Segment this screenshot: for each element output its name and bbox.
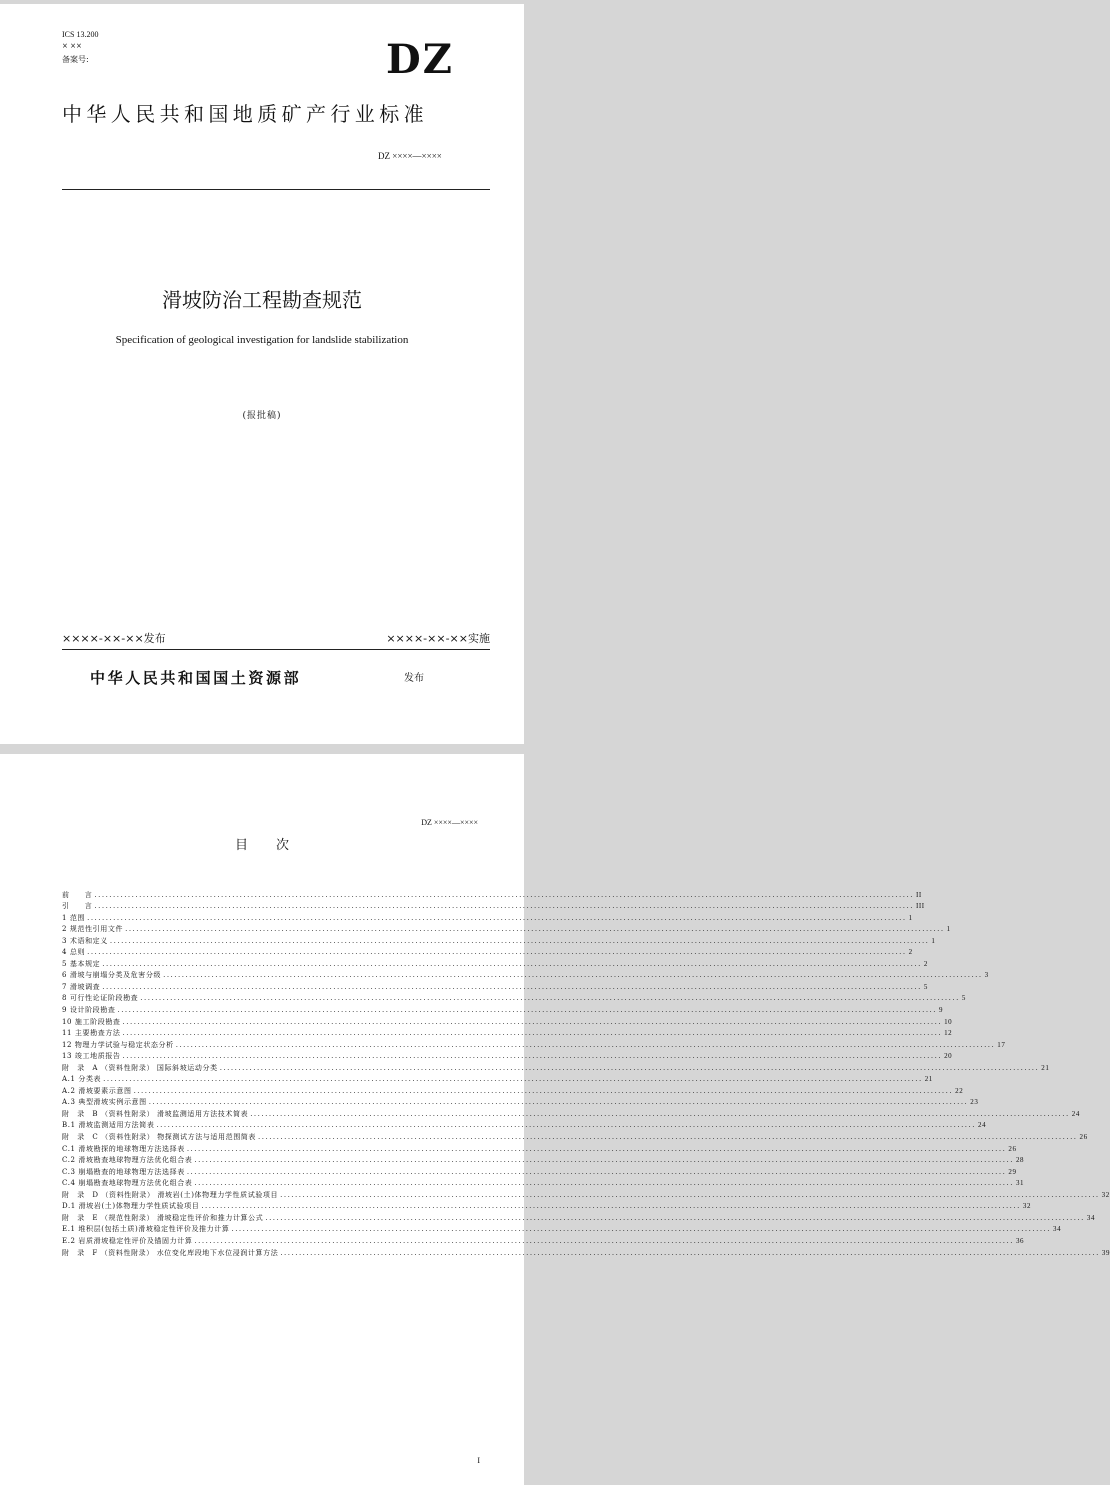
toc-leader-dots: ............................................................................................................................................................................................................................	[102, 982, 922, 991]
record-number-label: 备案号:	[62, 55, 89, 64]
page-number: I	[477, 1456, 480, 1465]
publish-label: 发布	[404, 673, 424, 684]
toc-entry-page: 3	[984, 971, 989, 980]
toc-entry-label: B.1 滑坡监测适用方法简表	[62, 1121, 155, 1130]
toc-entry[interactable]	[62, 1154, 1025, 1166]
toc-entry-label: 附 录 C （资料性附录） 物探测试方法与适用范围简表	[62, 1133, 257, 1142]
toc-entry[interactable]	[62, 1246, 1110, 1258]
toc-leader-dots: ............................................................................................................................................................................................................................	[103, 1075, 923, 1084]
toc-entry-page: 2	[923, 959, 928, 968]
toc-entry-page: 34	[1086, 1213, 1096, 1222]
toc-entry-page: 28	[1015, 1156, 1025, 1165]
toc-entry-page: 26	[1008, 1144, 1017, 1153]
toc-entry-page: II	[915, 890, 922, 899]
toc-entry-label: 附 录 F （资料性附录） 水位变化库段地下水位浸润计算方法	[62, 1248, 279, 1257]
toc-leader-dots: ............................................................................................................................................................................................................................	[148, 1098, 969, 1107]
toc-entry[interactable]	[62, 1073, 933, 1085]
toc-entry-page: 36	[1015, 1236, 1025, 1245]
toc-entry-label: C.2 滑坡勘查地球物理方法优化组合表	[62, 1156, 193, 1165]
toc-leader-dots: ............................................................................................................................................................................................................................	[94, 890, 914, 899]
toc-entry[interactable]	[62, 1165, 1017, 1177]
toc-entry[interactable]	[62, 1050, 953, 1062]
toc-entry-label: E.2 岩质滑坡稳定性评价及锚固力计算	[62, 1236, 193, 1245]
toc-entry-page: 12	[944, 1029, 953, 1038]
toc-entry-label: 附 录 E （规范性附录） 滑坡稳定性评价和推力计算公式	[62, 1213, 264, 1222]
toc-entry-label: 前 言	[62, 890, 93, 899]
toc-leader-dots: ............................................................................................................................................................................................................................	[280, 1190, 1100, 1199]
toc-entry-page: 1	[931, 936, 936, 945]
toc-entry-label: 7 滑坡调查	[62, 982, 101, 991]
toc-entry-label: 3 术语和定义	[62, 936, 108, 945]
toc-entry-label: A.2 滑坡要素示意图	[62, 1086, 132, 1095]
standard-title: 中华人民共和国地质矿产行业标准	[62, 102, 428, 126]
toc-entry-label: 引 言	[62, 902, 93, 911]
toc-entry-page: 2	[908, 948, 913, 957]
toc-entry[interactable]	[62, 934, 936, 946]
toc-entry[interactable]	[62, 1223, 1062, 1235]
toc-entry-label: 5 基本规定	[62, 959, 101, 968]
toc-entry[interactable]	[62, 969, 989, 981]
category-code: × ××	[62, 42, 82, 50]
footer-divider	[62, 649, 490, 650]
toc-leader-dots: ............................................................................................................................................................................................................................	[265, 1213, 1085, 1222]
toc-entry-label: A.1 分类表	[62, 1075, 102, 1084]
toc-leader-dots: ............................................................................................................................................................................................................................	[122, 1052, 943, 1061]
toc-entry-page: 1	[946, 925, 951, 934]
toc-entry-page: 20	[944, 1052, 953, 1061]
toc-entry[interactable]	[62, 1061, 1050, 1073]
toc-entry[interactable]	[62, 1096, 979, 1108]
toc-leader-dots: ............................................................................................................................................................................................................................	[156, 1121, 976, 1130]
implement-date: ××××-××-××实施	[386, 632, 490, 645]
toc-entry-label: C.3 崩塌勘查的地球物理方法选择表	[62, 1167, 185, 1176]
toc-entry-page: 29	[1008, 1167, 1017, 1176]
toc-leader-dots: ............................................................................................................................................................................................................................	[175, 1040, 996, 1049]
toc-entry-page: III	[915, 902, 925, 911]
toc-leader-dots: ............................................................................................................................................................................................................................	[87, 948, 907, 957]
toc-entry[interactable]	[62, 957, 928, 969]
toc-leader-dots: ............................................................................................................................................................................................................................	[186, 1167, 1007, 1176]
toc-entry-page: 1	[908, 913, 913, 922]
toc-leader-dots: ............................................................................................................................................................................................................................	[94, 902, 914, 911]
toc-list	[62, 888, 1110, 1258]
toc-entry[interactable]	[62, 980, 928, 992]
toc-entry-page: 26	[1079, 1133, 1088, 1142]
standard-code: DZ ××××—××××	[378, 151, 442, 161]
toc-entry-page: 17	[997, 1040, 1006, 1049]
toc-entry[interactable]	[62, 911, 913, 923]
toc-entry-label: D.1 滑坡岩(土)体物理力学性质试验项目	[62, 1202, 200, 1211]
toc-entry[interactable]	[62, 1027, 953, 1039]
toc-entry-page: 21	[924, 1075, 933, 1084]
toc-entry-label: 2 规范性引用文件	[62, 925, 124, 934]
toc-leader-dots: ............................................................................................................................................................................................................................	[258, 1133, 1078, 1142]
toc-entry[interactable]	[62, 1015, 953, 1027]
toc-title: 目次	[234, 838, 317, 853]
toc-entry-page: 32	[1022, 1202, 1032, 1211]
toc-leader-dots: ............................................................................................................................................................................................................................	[122, 1017, 943, 1026]
toc-entry-label: 11 主要勘查方法	[62, 1029, 121, 1038]
toc-entry-label: 10 施工阶段勘查	[62, 1017, 121, 1026]
header-standard-code: DZ ××××—××××	[421, 818, 478, 827]
toc-entry-page: 31	[1015, 1179, 1025, 1188]
toc-entry-page: 21	[1041, 1063, 1050, 1072]
toc-leader-dots: ............................................................................................................................................................................................................................	[140, 994, 960, 1003]
toc-entry[interactable]	[62, 1234, 1025, 1246]
toc-entry[interactable]	[62, 1211, 1096, 1223]
toc-entry-page: 23	[970, 1098, 979, 1107]
toc-leader-dots: ............................................................................................................................................................................................................................	[219, 1063, 1040, 1072]
header-divider	[62, 189, 490, 190]
toc-leader-dots: ............................................................................................................................................................................................................................	[231, 1225, 1052, 1234]
toc-leader-dots: ............................................................................................................................................................................................................................	[163, 971, 983, 980]
toc-page	[0, 754, 1110, 1485]
toc-entry-page: 32	[1101, 1190, 1110, 1199]
toc-entry-page: 39	[1101, 1248, 1110, 1257]
publisher: 中华人民共和国国土资源部	[90, 669, 302, 687]
issue-date: ××××-××-××发布	[62, 632, 166, 645]
toc-entry-page: 10	[944, 1017, 953, 1026]
toc-leader-dots: ............................................................................................................................................................................................................................	[87, 913, 907, 922]
toc-entry[interactable]	[62, 992, 966, 1004]
main-title: 滑坡防治工程勘查规范	[162, 288, 362, 312]
dz-logo: DZ	[386, 36, 454, 83]
toc-entry-label: 9 设计阶段勘查	[62, 1006, 116, 1015]
toc-entry[interactable]	[62, 1130, 1088, 1142]
toc-entry[interactable]	[62, 1003, 944, 1015]
toc-entry-label: 附 录 A （资料性附录） 国际斜坡运动分类	[62, 1063, 218, 1072]
toc-leader-dots: ............................................................................................................................................................................................................................	[133, 1086, 954, 1095]
toc-entry[interactable]	[62, 1084, 964, 1096]
toc-entry[interactable]	[62, 946, 913, 958]
toc-entry-label: 4 总则	[62, 948, 86, 957]
toc-entry-page: 24	[977, 1121, 987, 1130]
toc-leader-dots: ............................................................................................................................................................................................................................	[117, 1006, 938, 1015]
toc-entry[interactable]	[62, 1177, 1025, 1189]
toc-entry-label: 附 录 D （资料性附录） 滑坡岩(土)体物理力学性质试验项目	[62, 1190, 279, 1199]
toc-leader-dots: ............................................................................................................................................................................................................................	[194, 1236, 1014, 1245]
toc-entry-label: 附 录 B （资料性附录） 滑坡监测适用方法技术简表	[62, 1109, 249, 1118]
toc-leader-dots: ............................................................................................................................................................................................................................	[250, 1109, 1070, 1118]
toc-entry-label: 12 物理力学试验与稳定状态分析	[62, 1040, 174, 1049]
draft-status: (报批稿)	[242, 411, 282, 421]
toc-leader-dots: ............................................................................................................................................................................................................................	[109, 936, 930, 945]
toc-entry-page: 5	[961, 994, 966, 1003]
toc-entry-label: 8 可行性论证阶段勘查	[62, 994, 139, 1003]
toc-entry-label: C.4 崩塌勘查地球物理方法优化组合表	[62, 1179, 193, 1188]
english-title: Specification of geological investigation for landslide stabilization	[115, 334, 409, 346]
toc-leader-dots: ............................................................................................................................................................................................................................	[122, 1029, 943, 1038]
toc-entry-label: A.3 典型滑坡实例示意图	[62, 1098, 147, 1107]
ics-code: ICS 13.200	[62, 30, 99, 39]
toc-entry-label: 1 范围	[62, 913, 86, 922]
toc-entry[interactable]	[62, 1119, 987, 1131]
toc-entry[interactable]	[62, 900, 925, 912]
toc-entry-page: 5	[923, 982, 928, 991]
toc-leader-dots: ............................................................................................................................................................................................................................	[194, 1156, 1014, 1165]
toc-entry[interactable]	[62, 1142, 1017, 1154]
toc-entry-page: 9	[939, 1006, 944, 1015]
toc-leader-dots: ............................................................................................................................................................................................................................	[102, 959, 922, 968]
toc-entry[interactable]	[62, 1188, 1110, 1200]
cover-page	[0, 4, 524, 744]
toc-leader-dots: ............................................................................................................................................................................................................................	[125, 925, 945, 934]
toc-leader-dots: ............................................................................................................................................................................................................................	[201, 1202, 1021, 1211]
toc-leader-dots: ............................................................................................................................................................................................................................	[280, 1248, 1100, 1257]
toc-entry-label: E.1 堆积层(包括土质)滑坡稳定性评价及推力计算	[62, 1225, 230, 1234]
toc-entry-label: C.1 滑坡勘探的地球物理方法选择表	[62, 1144, 185, 1153]
toc-entry[interactable]	[62, 1038, 1006, 1050]
toc-entry[interactable]	[62, 1107, 1080, 1119]
toc-entry[interactable]	[62, 1200, 1032, 1212]
toc-entry-label: 13 竣工地质报告	[62, 1052, 121, 1061]
toc-entry-page: 24	[1071, 1109, 1080, 1118]
toc-entry-page: 22	[955, 1086, 964, 1095]
toc-entry[interactable]	[62, 888, 922, 900]
toc-entry[interactable]	[62, 923, 951, 935]
toc-leader-dots: ............................................................................................................................................................................................................................	[194, 1179, 1014, 1188]
toc-leader-dots: ............................................................................................................................................................................................................................	[186, 1144, 1007, 1153]
toc-entry-label: 6 滑坡与崩塌分类及危害分级	[62, 971, 162, 980]
toc-entry-page: 34	[1053, 1225, 1062, 1234]
